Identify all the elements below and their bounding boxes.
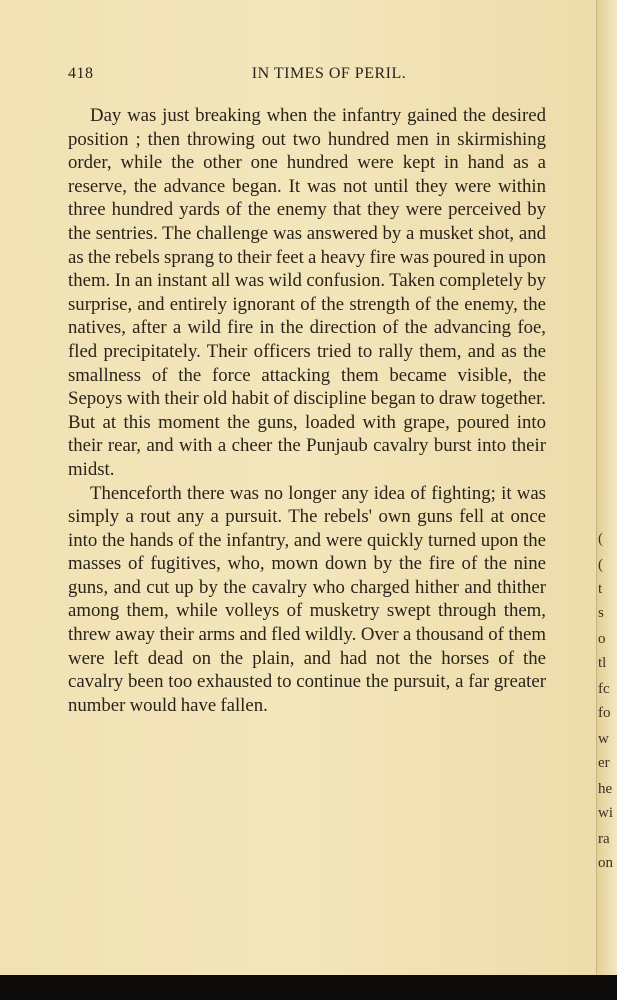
bleed-glyph: ( (598, 532, 603, 547)
scan-bottom-border (0, 975, 617, 1000)
paragraph: Thenceforth there was no longer any idea of fighting; it was simply a rout any a pursuit. The rebels' own guns fell at once into the hands of the infantry, and were quickly turned upon the masses of fugitives, who, mown down by the fire of the nine guns, and cut up by the cavalry who charged hither and thither among them, while volleys of musketry swept through them, threw away their arms and fled wildly. Over a thousand of them were left dead on the plain, and had not the horses of the cavalry been too exhausted to continue the pursuit, a far greater number would have fallen. (68, 482, 546, 716)
bleed-glyph: ra (598, 832, 610, 847)
bleed-glyph: w (598, 732, 609, 747)
bleed-glyph: o (598, 632, 606, 647)
bleed-glyph: tl (598, 656, 607, 671)
bleed-glyph: s (598, 606, 604, 621)
bleed-glyph: fc (598, 682, 610, 697)
body-text (68, 104, 546, 717)
bleed-glyph: he (598, 782, 613, 797)
bleed-glyph: t (598, 582, 603, 597)
bleed-glyph: er (598, 756, 610, 771)
bleed-glyph: ( (598, 558, 603, 573)
bleed-glyph: on (598, 856, 613, 871)
bleed-glyph: wi (598, 806, 613, 821)
paragraph: Day was just breaking when the infantry gained the desired position ; then throwing out two hundred men in skirmishing order, while the other one hundred were kept in hand as a reserve, the advance began. It was not until they were within three hundred yards of the enemy that they were perceived by the sentries. The challenge was answered by a musket shot, and as the rebels sprang to their feet a heavy fire was poured in upon them. In an instant all was wild confusion. Taken completely by surprise, and entirely ignorant of the strength of the enemy, the natives, after a wild fire in the direction of the advancing foe, fled precipitately. Their officers tried to rally them, and as the smallness of the force attacking them became visible, the Sepoys with their old habit of discipline began to draw together. But at this moment the guns, loaded with grape, poured into their rear, and with a cheer the Punjaub cavalry burst into their midst. (68, 105, 546, 480)
bleed-glyph: fo (598, 706, 611, 721)
page-header (68, 65, 548, 87)
facing-page-edge (596, 0, 617, 975)
running-head: IN TIMES OF PERIL. (251, 65, 407, 82)
page-number: 418 (68, 65, 94, 82)
